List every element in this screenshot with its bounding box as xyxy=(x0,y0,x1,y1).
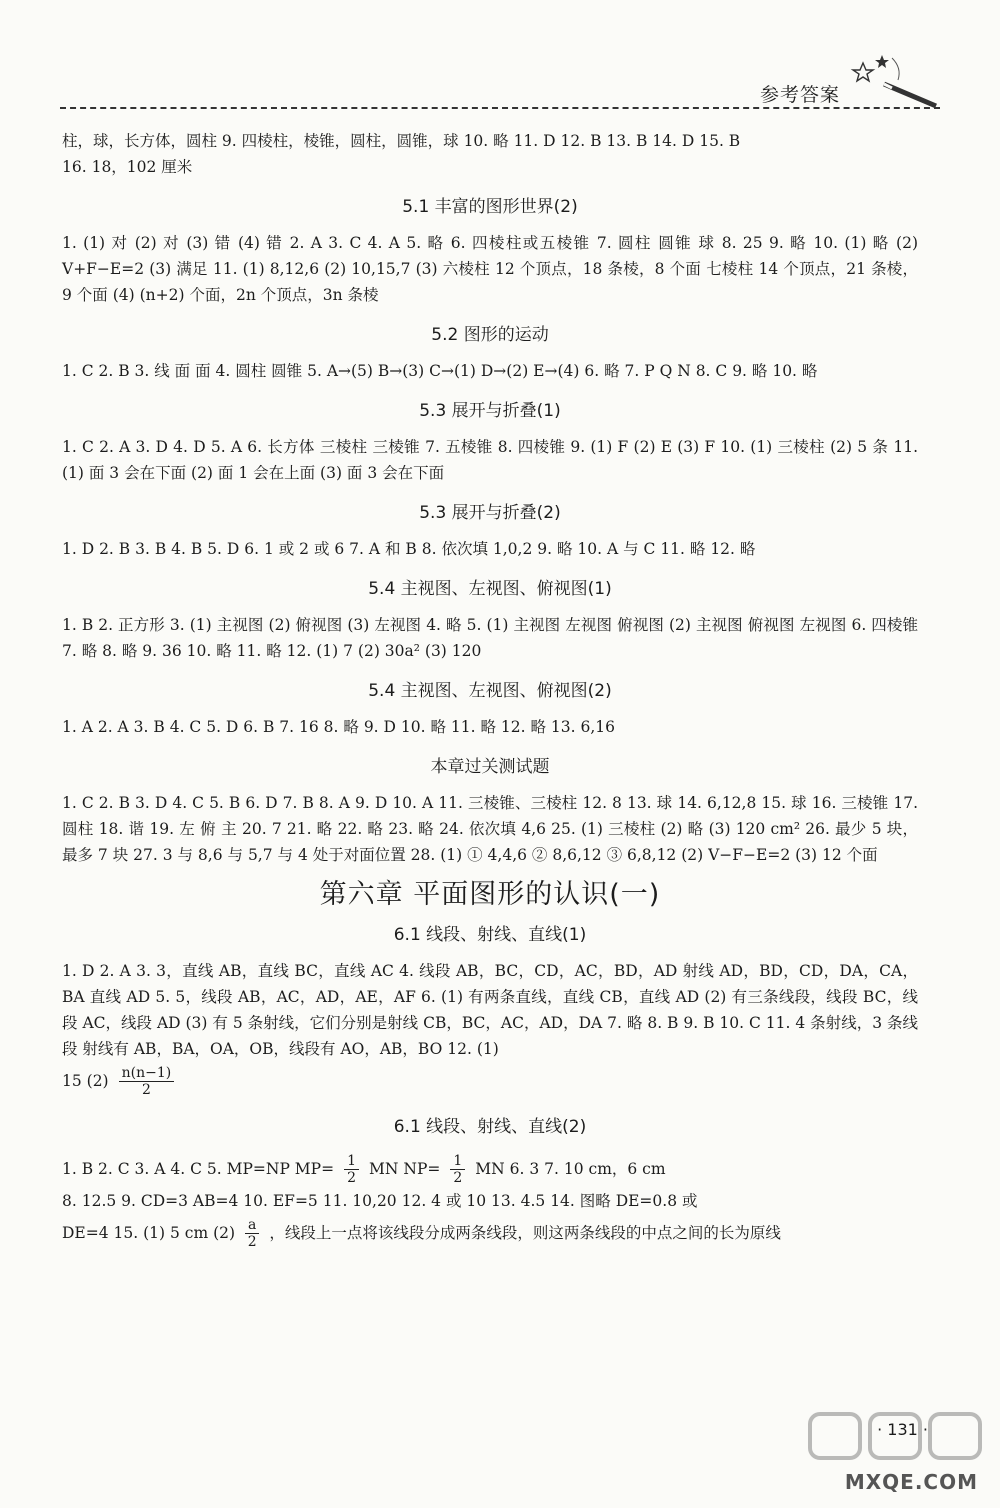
fraction-denominator: 2 xyxy=(247,1233,257,1250)
fraction xyxy=(119,1065,175,1098)
answer-text: DE=4 15. (1) 5 cm (2) xyxy=(62,1224,236,1242)
fraction-denominator: 2 xyxy=(141,1081,151,1098)
answer-paragraph: 1. B 2. 正方形 3. (1) 主视图 (2) 俯视图 (3) 左视图 4. 略 5. (1) 主视图 左视图 俯视图 (2) 主视图 俯视图 左视图 6. 四棱锥 7. 略 8. 略 9. 36 10. 略 11. 略 12. (1) 7 (2) 30a² (3) 120 xyxy=(62,616,918,660)
answer-line: 8. 12.5 9. CD=3 AB=4 10. EF=5 11. 10,20 12. 4 或 10 13. 4.5 14. 图略 DE=0.8 或 xyxy=(62,1192,698,1210)
answer-text: MN 6. 3 7. 10 cm，6 cm xyxy=(475,1160,666,1178)
answer-paragraph: 1. C 2. B 3. D 4. C 5. B 6. D 7. B 8. A 9. D 10. A 11. 三棱锥、三棱柱 12. 8 13. 球 14. 6,12,8 15. 球 16. 三棱锥 17. 圆柱 18. 谐 19. 左 俯 主 20. 7 21. 略 22. 略 23. 略 24. 依次填 4,6 25. (1) 三棱柱 (2) 略 (3) 120 cm² 26. 最少 5 块，最多 7 块 27. 3 与 8,6 与 5,7 与 4 处于对面位置 28. (1) ① 4,4,6 ② 8,6,12 ③ 6,8,12 (2) V−F−E=2 (3) 12 个面 xyxy=(62,794,918,864)
answer-text: 1. B 2. C 3. A 4. C 5. MP=NP MP= xyxy=(62,1160,335,1178)
page-number: · 131 · xyxy=(877,1420,928,1439)
answer-paragraph: 1. D 2. A 3. 3，直线 AB，直线 BC，直线 AC 4. 线段 AB，BC，CD，AC，BD，AD 射线 AD，BD，CD，DA，CA，BA 直线 AD 5. 5，线段 AB，AC，AD，AE，AF 6. (1) 有两条直线，直线 CB，直线 AD (2) 有三条线段，线段 BC，线段 AC，线段 AD (3) 有 5 条射线，它们分别是射线 CB，BC，AC，AD，DA 7. 略 8. B 9. B 10. C 11. 4 条射线，3 条线段 射线有 AB，BA，OA，OB，线段有 AO，AB，BO 12. (1) xyxy=(62,962,918,1058)
answer-line: 16. 18，102 厘米 xyxy=(62,158,193,176)
answer-text: 15 (2) xyxy=(62,1072,109,1090)
section-title: 5.1 丰富的图形世界(2) xyxy=(402,197,578,217)
section-title: 5.4 主视图、左视图、俯视图(1) xyxy=(368,579,612,599)
fraction-denominator: 2 xyxy=(453,1169,463,1186)
fraction-denominator: 2 xyxy=(347,1169,357,1186)
answer-paragraph: 1. C 2. B 3. 线 面 面 4. 圆柱 圆锥 5. A→(5) B→(3) C→(1) D→(2) E→(4) 6. 略 7. P Q N 8. C 9. 略 10. 略 xyxy=(62,362,818,380)
fraction-numerator: 1 xyxy=(450,1153,465,1170)
section-title: 6.1 线段、射线、直线(2) xyxy=(393,1117,587,1137)
answer-formula-line xyxy=(62,1214,918,1252)
answer-formula-line xyxy=(62,1062,918,1100)
fraction xyxy=(245,1217,259,1250)
section-title: 6.1 线段、射线、直线(1) xyxy=(393,925,587,945)
fraction-numerator: a xyxy=(245,1217,259,1234)
fraction xyxy=(450,1153,465,1186)
answer-line: 柱，球，长方体，圆柱 9. 四棱柱，棱锥，圆柱，圆锥，球 10. 略 11. D 12. B 13. B 14. D 15. B xyxy=(62,132,741,150)
fraction-numerator: 1 xyxy=(344,1153,359,1170)
header-rule xyxy=(60,107,940,109)
section-title: 5.4 主视图、左视图、俯视图(2) xyxy=(368,681,612,701)
section-title: 5.3 展开与折叠(1) xyxy=(419,401,561,421)
magic-wand-icon xyxy=(850,48,940,110)
section-title: 5.3 展开与折叠(2) xyxy=(419,503,561,523)
fraction xyxy=(344,1153,359,1186)
answer-paragraph: 1. (1) 对 (2) 对 (3) 错 (4) 错 2. A 3. C 4. A 5. 略 6. 四棱柱或五棱锥 7. 圆柱 圆锥 球 8. 25 9. 略 10. (1) 略 (2) V+F−E=2 (3) 满足 11. (1) 8,12,6 (2) 10,15,7 (3) 六棱柱 12 个顶点，18 条棱，8 个面 七棱柱 14 个顶点，21 条棱，9 个面 (4) (n+2) 个面，2n 个顶点，3n 条棱 xyxy=(62,234,918,304)
answer-paragraph: 1. D 2. B 3. B 4. B 5. D 6. 1 或 2 或 6 7. A 和 B 8. 依次填 1,0,2 9. 略 10. A 与 C 11. 略 12. 略 xyxy=(62,540,756,558)
section-title: 5.2 图形的运动 xyxy=(431,325,549,345)
chapter-title: 第六章 平面图形的认识(一) xyxy=(319,879,661,910)
section-title: 本章过关测试题 xyxy=(430,757,550,777)
answer-text: MN NP= xyxy=(369,1160,441,1178)
page-header xyxy=(60,70,940,110)
answer-paragraph: 1. A 2. A 3. B 4. C 5. D 6. B 7. 16 8. 略 9. D 10. 略 11. 略 12. 略 13. 6,16 xyxy=(62,718,615,736)
fraction-numerator: n(n−1) xyxy=(119,1065,175,1082)
watermark-text: MXQE.COM xyxy=(844,1470,978,1494)
answer-paragraph: 1. C 2. A 3. D 4. D 5. A 6. 长方体 三棱柱 三棱锥 7. 五棱锥 8. 四棱锥 9. (1) F (2) E (3) F 10. (1) 三棱柱 (2) 5 条 11. (1) 面 3 会在下面 (2) 面 1 会在上面 (3) 面 3 会在下面 xyxy=(62,438,918,482)
answer-formula-line xyxy=(62,1150,918,1188)
answer-text: ，线段上一点将该线段分成两条线段，则这两条线段的中点之间的长为原线 xyxy=(269,1224,781,1242)
answer-content xyxy=(62,128,918,1252)
header-title: 参考答案 xyxy=(759,84,840,106)
